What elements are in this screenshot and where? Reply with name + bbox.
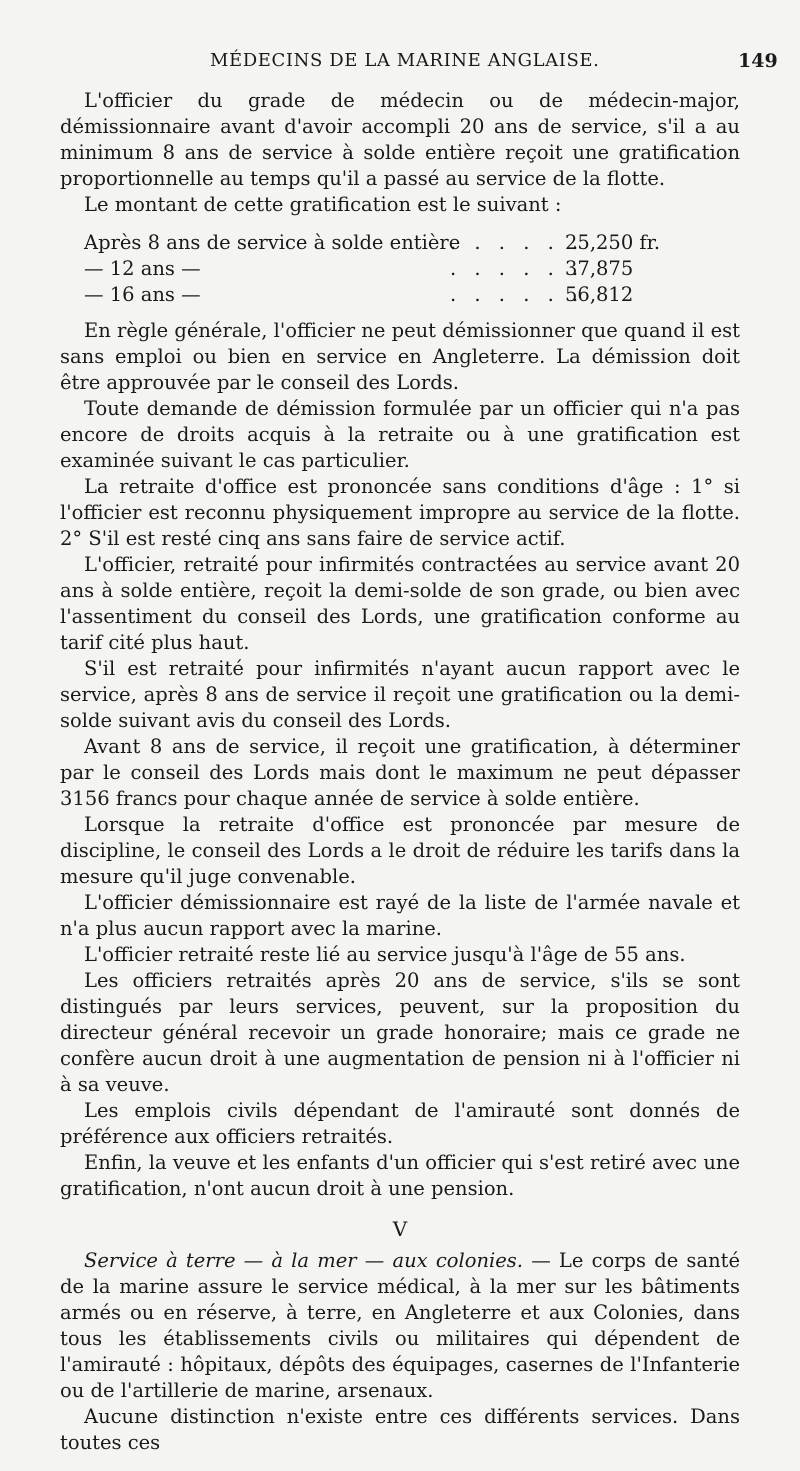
table-label: — 16 ans — (84, 283, 201, 306)
paragraph: Le montant de cette gratification est le suivant : (84, 193, 562, 216)
paragraph: S'il est retraité pour infirmités n'ayant aucun rapport avec le service, après 8 ans de service il reçoit une gratification ou la demi-solde suivant avis du conseil des Lords. (60, 657, 740, 732)
page-header (0, 50, 800, 76)
paragraph: L'officier démissionnaire est rayé de la liste de l'armée navale et n'a plus aucun rapport avec la marine. (60, 891, 740, 940)
table-leader: . . . . . . (450, 283, 585, 306)
page-body (60, 88, 740, 1456)
section-heading: V (392, 1217, 408, 1241)
paragraph: L'officier du grade de médecin ou de médecin-major, démissionnaire avant d'avoir accompli 20 ans de service, s'il a au minimum 8 ans de service à solde entière reçoit une gratification proportionnelle au temps qu'il a passé au service de la flotte. (60, 89, 740, 190)
paragraph: La retraite d'office est prononcée sans conditions d'âge : 1° si l'officier est reconnu physiquement impropre au service de la flotte. 2° S'il est resté cinq ans sans faire de service actif. (60, 475, 740, 550)
paragraph: Aucune distinction n'existe entre ces différents services. Dans toutes ces (60, 1405, 740, 1454)
table-amount: 56,812 (565, 283, 634, 306)
paragraph: L'officier retraité reste lié au service jusqu'à l'âge de 55 ans. (84, 943, 686, 966)
paragraph (60, 1248, 740, 1404)
running-title: MÉDECINS DE LA MARINE ANGLAISE. (210, 50, 600, 71)
paragraph: L'officier, retraité pour infirmités contractées au service avant 20 ans à solde entière, reçoit la demi-solde de son grade, ou bien avec l'assentiment du conseil des Lords, une gratification conforme au tarif cité plus haut. (60, 553, 740, 654)
paragraph: Avant 8 ans de service, il reçoit une gratification, à déterminer par le conseil des Lords mais dont le maximum ne peut dépasser 3156 francs pour chaque année de service à solde entière. (60, 735, 740, 810)
paragraph: Toute demande de démission formulée par un officier qui n'a pas encore de droits acquis à la retraite ou à une gratification est examinée suivant le cas particulier. (60, 397, 740, 472)
table-leader: . . . . . . (450, 231, 585, 254)
section-subheading: Service à terre — à la mer — aux colonies. (84, 1249, 524, 1272)
table-leader: . . . . . . (450, 257, 585, 280)
paragraph: Enfin, la veuve et les enfants d'un officier qui s'est retiré avec une gratification, n'ont aucun droit à une pension. (60, 1151, 740, 1200)
gratification-table (60, 230, 740, 308)
table-label: — 12 ans — (84, 257, 201, 280)
paragraph-text: — Le corps de santé de la marine assure le service médical, à la mer sur les bâtiments armés ou en réserve, à terre, en Angleterre et aux Colonies, dans tous les établissements civils ou militaires qui dépendent de l'amirauté : hôpitaux, dépôts des équipages, casernes de l'Infanterie ou de l'artillerie de marine, arsenaux. (60, 1249, 741, 1402)
table-amount: 25,250 fr. (565, 231, 661, 254)
paragraph: Les emplois civils dépendant de l'amirauté sont donnés de préférence aux officiers retraités. (60, 1099, 740, 1148)
paragraph: En règle générale, l'officier ne peut démissionner que quand il est sans emploi ou bien en service en Angleterre. La démission doit être approuvée par le conseil des Lords. (60, 319, 740, 394)
table-amount: 37,875 (565, 257, 634, 280)
paragraph: Les officiers retraités après 20 ans de service, s'ils se sont distingués par leurs services, peuvent, sur la proposition du directeur général recevoir un grade honoraire; mais ce grade ne confère aucun droit à une augmentation de pension ni à l'officier ni à sa veuve. (60, 969, 740, 1096)
page-number: 149 (738, 50, 778, 72)
table-row (60, 256, 740, 282)
table-row (60, 282, 740, 308)
table-label: Après 8 ans de service à solde entière (84, 231, 461, 254)
paragraph: Lorsque la retraite d'office est prononcée par mesure de discipline, le conseil des Lords a le droit de réduire les tarifs dans la mesure qu'il juge convenable. (60, 813, 740, 888)
table-row (60, 230, 740, 256)
